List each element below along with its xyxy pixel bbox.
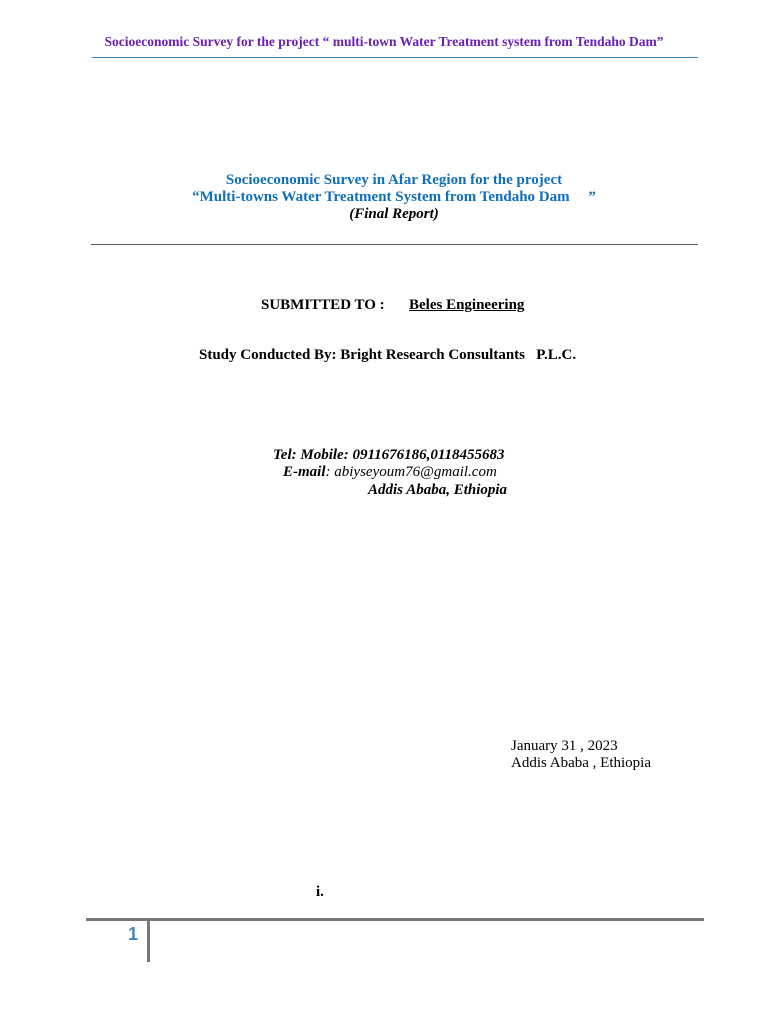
telephone-line [273, 447, 505, 464]
footer-divider [86, 918, 704, 921]
running-header: Socioeconomic Survey for the project “ multi-town Water Treatment system from Tendaho Dam” [104, 34, 664, 49]
roman-page-number: i. [316, 884, 324, 900]
page-number: 1 [127, 924, 138, 944]
title-divider [91, 244, 698, 245]
header-divider [92, 57, 698, 58]
contact-city: Addis Ababa, Ethiopia [368, 482, 508, 498]
tel-value: : Mobile: 0911676186,0118455683 [291, 447, 505, 463]
report-date: January 31 , 2023 [511, 738, 618, 754]
email-line [283, 464, 497, 481]
email-value: : abiyseyoum76@gmail.com [325, 464, 497, 480]
email-label: E-mail [283, 464, 326, 480]
report-title-line-1: Socioeconomic Survey in Afar Region for the project [225, 172, 563, 188]
report-place: Addis Ababa , Ethiopia [511, 755, 651, 771]
report-subtitle: (Final Report) [349, 206, 439, 222]
tel-label: Tel [273, 447, 292, 463]
report-title-line-2: “Multi-towns Water Treatment System from Tendaho Dam ” [192, 189, 596, 205]
submitted-to-label: SUBMITTED TO : [261, 297, 385, 313]
submitted-to-value: Beles Engineering [409, 297, 525, 313]
study-conducted-by: Study Conducted By: Bright Research Consultants P.L.C. [199, 347, 577, 363]
